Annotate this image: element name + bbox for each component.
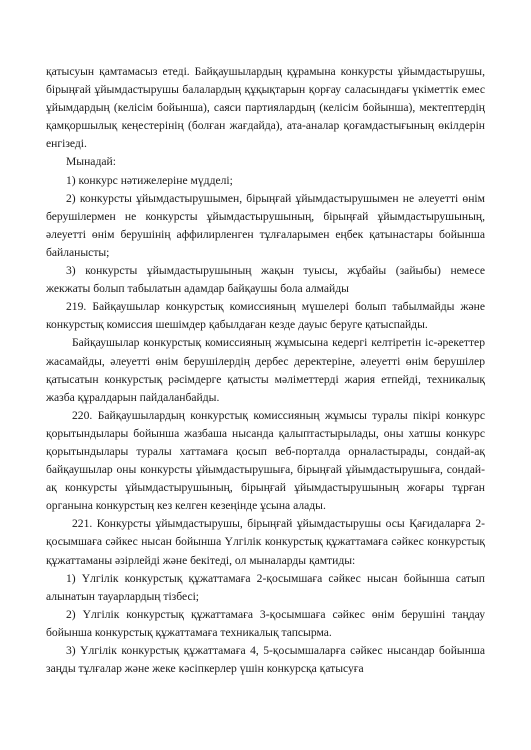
list-item: 3) Үлгілік конкурстық құжаттамаға 4, 5-қосымшаларға сәйкес нысандар бойынша заңды тұлғалар және жеке кәсіпкерлер үшін конкурсқа қатысуға — [46, 644, 485, 676]
list-item: 1) конкурс нәтижелеріне мүдделі; — [66, 173, 233, 187]
paragraph-220: 220. Байқаушылардың конкурстық комиссияның жұмысы туралы пікірі конкурс қорытындылары бойынша жазбаша нысанда қалыптастырылады, оны хатшы конкурс қорытындылары туралы хаттамаға қосып веб-порталда орналастырады, сондай-ақ байқаушылар оны конкурсты ұйымдастырушыға, бірыңғай ұйымдастырушыға, сондай-ақ конкурсты ұйымдастырушының, бірыңғай ұйымдастырушының жоғары тұрған органына конкурстың кез келген кезеңінде ұсына алады. — [46, 408, 485, 513]
list-item: 3) конкурсты ұйымдастырушының жақын туысы, жұбайы (зайыбы) немесе жекжаты болып табылатын адамдар байқаушы бола алмайды — [46, 264, 485, 296]
list-item: 2) конкурсты ұйымдастырушымен, бірыңғай ұйымдастырушымен не әлеуетті өнім берушілермен не конкурсты ұйымдастырушының, бірыңғай ұйымдастырушының, әлеуетті өнім берушінің аффилирленген тұлғаларымен еңбек қатынастары бойынша байланысты; — [46, 191, 485, 259]
list-item: 2) Үлгілік конкурстық құжаттамаға 3-қосымшаға сәйкес өнім берушіні таңдау бойынша конкурстық құжаттамаға техникалық тапсырма. — [46, 607, 485, 639]
list-item: 1) Үлгілік конкурстық құжаттамаға 2-қосымшаға сәйкес нысан бойынша сатып алынатын тауарлардың тізбесі; — [46, 571, 485, 603]
paragraph-observers: Байқаушылар конкурстық комиссияның жұмысына кедергі келтіретін іс-әрекеттер жасамайды, әлеуетті өнім берушілердің дербес деректеріне, әлеуетті өнім берушілер қатысатын конкурстық рәсімдерге қатысты мәліметтерді жария етпейді, техникалық жазба құралдарын пайдаланбайды. — [46, 336, 485, 404]
paragraph-intro: Мынадай: — [66, 155, 116, 169]
paragraph-continuation: қатысуын қамтамасыз етеді. Байқаушылардың құрамына конкурсты ұйымдастырушы, бірыңғай ұйымдастырушы балалардың құқықтарын қорғау саласындағы үкіметтік емес ұйымдардың (келісім бойынша), саяси партиялардың (келісім бойынша), мектептердің қамқоршылық кеңестерінің (болған жағдайда), ата-аналар қоғамдастығының өкілдерін енгізеді. — [46, 65, 485, 151]
paragraph-219: 219. Байқаушылар конкурстық комиссияның мүшелері болып табылмайды және конкурстық комиссия шешімдер қабылдаған кезде дауыс беруге қатыспайды. — [46, 300, 485, 332]
paragraph-221: 221. Конкурсты ұйымдастырушы, бірыңғай ұйымдастырушы осы Қағидаларға 2-қосымшаға сәйкес нысан бойынша Үлгілік конкурстық құжаттамаға сәйкес конкурстық құжаттаманы әзірлейді және бекітеді, ол мыналарды қамтиды: — [46, 517, 485, 567]
